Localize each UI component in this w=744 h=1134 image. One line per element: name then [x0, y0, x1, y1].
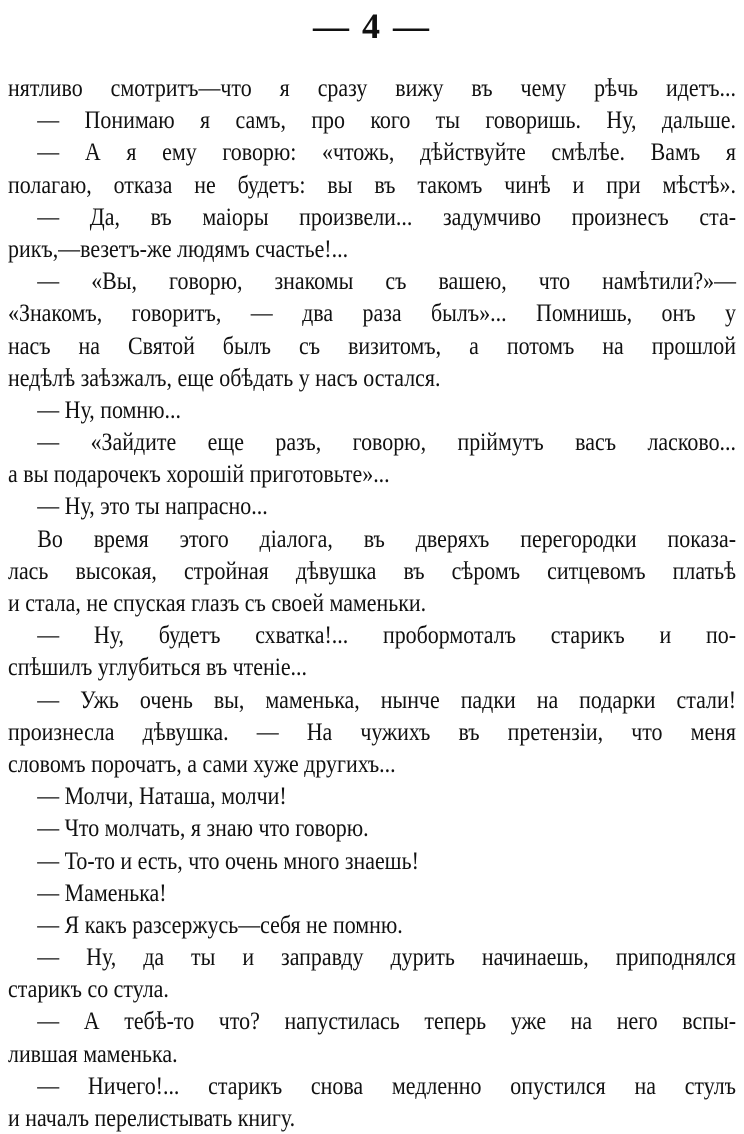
- text-line: — Ну, да ты и заправду дурить начинаешь, приподнялся: [37, 942, 737, 972]
- text-line: «Знакомъ, говоритъ, — два раза былъ»... Помнишь, онъ у: [8, 298, 737, 328]
- text-line: — Молчи, Наташа, молчи!: [37, 781, 287, 811]
- text-line: — Да, въ маіоры произвели... задумчиво произнесъ ста-: [37, 201, 737, 231]
- text-line: и началъ перелистывать книгу.: [8, 1103, 296, 1132]
- text-line: лившая маменька.: [8, 1038, 178, 1068]
- text-line: лась высокая, стройная дѣвушка въ сѣромъ ситцевомъ платьѣ: [8, 555, 737, 585]
- text-line: — Ничего!... старикъ снова медленно опустился на стулъ: [37, 1070, 737, 1100]
- text-line: полагаю, отказа не будетъ: вы въ такомъ чинѣ и при мѣстѣ».: [8, 169, 737, 199]
- text-line: рикъ,—везетъ-же людямъ счастье!...: [8, 233, 349, 263]
- text-line: насъ на Святой былъ съ визитомъ, а потомъ на прошлой: [8, 330, 737, 360]
- text-line: и стала, не спуская глазъ съ своей маменьки.: [8, 588, 427, 617]
- text-line: а вы подарочекъ хорошій приготовьте»...: [8, 459, 390, 489]
- text-line: — Маменька!: [37, 877, 167, 907]
- text-line: нятливо смотритъ—что я сразу вижу въ чему рѣчь идетъ...: [8, 73, 737, 102]
- text-line: — Ну, это ты напрасно...: [37, 491, 268, 521]
- text-line: — А тебѣ-то что? напустилась теперь уже на него вспы-: [37, 1006, 737, 1036]
- text-line: — Я какъ разсержусь—себя не помню.: [37, 909, 403, 939]
- text-line: словомъ порочатъ, а сами хуже другихъ...: [8, 748, 396, 778]
- text-line: — То-то и есть, что очень много знаешь!: [37, 845, 419, 875]
- text-line: — А я ему говорю: «чтожь, дѣйствуйте смѣлѣе. Вамъ я: [37, 137, 737, 167]
- text-line: — Понимаю я самъ, про кого ты говоришь. Ну, дальше.: [37, 105, 737, 135]
- page-body-text: [8, 72, 736, 1134]
- text-line: недѣлѣ заѣзжалъ, еще обѣдать у насъ остался.: [8, 362, 441, 392]
- text-line: — Ужь очень вы, маменька, нынче падки на подарки стали!: [37, 684, 737, 714]
- text-line: — «Вы, говорю, знакомы съ вашею, что намѣтили?»—: [37, 266, 737, 296]
- text-line: — Ну, будетъ схватка!... пробормоталъ старикъ и по-: [37, 620, 737, 650]
- text-line: — Ну, помню...: [37, 394, 181, 424]
- text-line: — Что молчать, я знаю что говорю.: [37, 813, 369, 843]
- text-line: Во время этого діалога, въ дверяхъ перегородки показа-: [37, 523, 737, 553]
- text-line: спѣшилъ углубиться въ чтеніе...: [8, 652, 308, 682]
- text-line: — «Зайдите еще разъ, говорю, пріймутъ васъ ласково...: [37, 427, 737, 457]
- page-number: — 4 —: [313, 6, 431, 46]
- text-line: произнесла дѣвушка. — На чужихъ въ претензіи, что меня: [8, 716, 737, 746]
- book-page: [8, 4, 737, 1132]
- text-line: старикъ со стула.: [8, 974, 169, 1004]
